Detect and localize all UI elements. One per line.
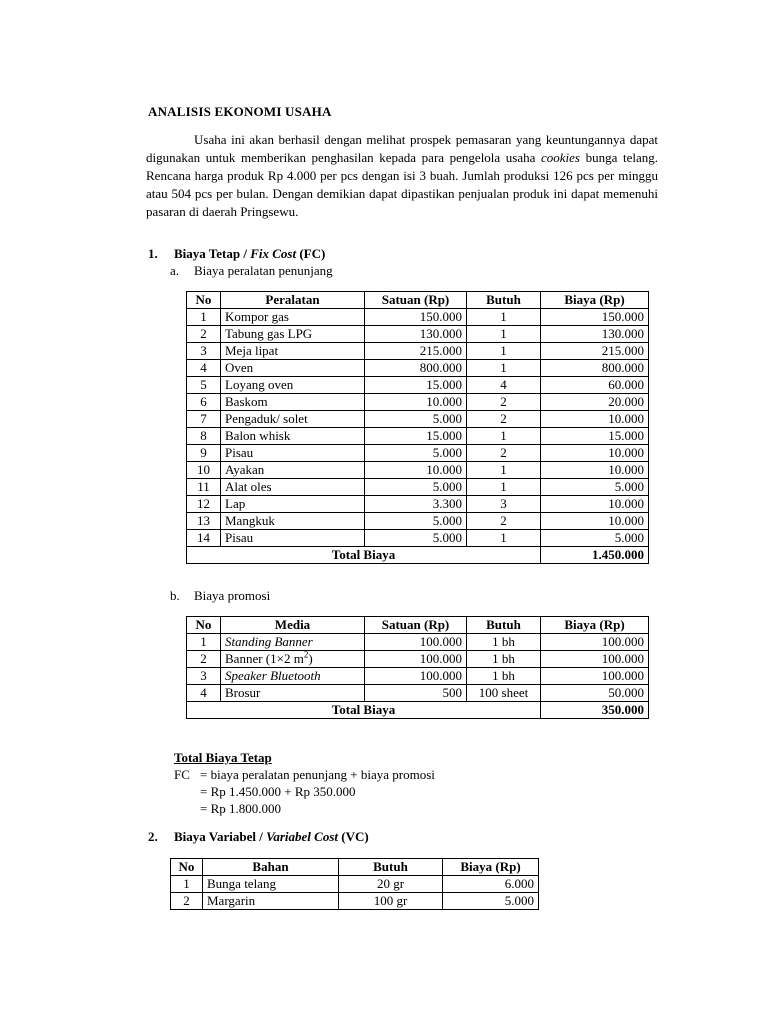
cell-no: 4 [187, 360, 221, 377]
col-header: No [171, 859, 203, 876]
cell-no: 5 [187, 377, 221, 394]
col-header: Peralatan [221, 292, 365, 309]
cell-bahan: Margarin [203, 893, 339, 910]
cell-biaya: 10.000 [541, 462, 649, 479]
cell-no: 2 [187, 326, 221, 343]
total-value: 350.000 [541, 702, 649, 719]
cell-no: 12 [187, 496, 221, 513]
cell-satuan: 215.000 [365, 343, 467, 360]
cell-biaya: 100.000 [541, 651, 649, 668]
cell-satuan: 100.000 [365, 651, 467, 668]
fixed-cost-line-1-text: = biaya peralatan penunjang + biaya promosi [200, 767, 435, 782]
cell-peralatan: Pengaduk/ solet [221, 411, 365, 428]
table-header-row [187, 617, 649, 634]
total-value: 1.450.000 [541, 547, 649, 564]
cell-media-text: Speaker Bluetooth [225, 668, 321, 683]
cell-no: 3 [187, 668, 221, 685]
promotion-table [186, 616, 649, 719]
cell-satuan: 100.000 [365, 668, 467, 685]
cell-media-text: Banner (1×2 m [225, 651, 304, 666]
cell-satuan: 5.000 [365, 530, 467, 547]
table-row [187, 360, 649, 377]
cell-satuan: 10.000 [365, 462, 467, 479]
cell-media-sup: 2 [303, 650, 309, 660]
fixed-cost-line-2: = Rp 1.450.000 + Rp 350.000 [200, 784, 356, 799]
table-row [187, 496, 649, 513]
cell-butuh: 2 [467, 513, 541, 530]
cell-no: 13 [187, 513, 221, 530]
cell-peralatan: Meja lipat [221, 343, 365, 360]
cell-no: 10 [187, 462, 221, 479]
col-header: Media [221, 617, 365, 634]
col-header: Butuh [467, 617, 541, 634]
col-header: Butuh [467, 292, 541, 309]
document-title: ANALISIS EKONOMI USAHA [148, 104, 332, 119]
cell-biaya: 130.000 [541, 326, 649, 343]
section-2-label-em: Variabel Cost [266, 829, 338, 844]
cell-media [221, 634, 365, 651]
col-header: Satuan (Rp) [365, 292, 467, 309]
cell-peralatan: Tabung gas LPG [221, 326, 365, 343]
cell-no: 7 [187, 411, 221, 428]
cell-biaya: 5.000 [541, 530, 649, 547]
cell-media [221, 651, 365, 668]
table-row [187, 377, 649, 394]
cell-butuh: 3 [467, 496, 541, 513]
intro-text-em: cookies [541, 150, 580, 165]
cell-peralatan: Baskom [221, 394, 365, 411]
equipment-table [186, 291, 649, 564]
cell-butuh: 1 [467, 326, 541, 343]
total-label: Total Biaya [187, 547, 541, 564]
cell-butuh: 2 [467, 445, 541, 462]
cell-satuan: 5.000 [365, 445, 467, 462]
cell-satuan: 150.000 [365, 309, 467, 326]
table-row [187, 685, 649, 702]
total-row [187, 702, 649, 719]
cell-biaya: 15.000 [541, 428, 649, 445]
table-row [187, 668, 649, 685]
cell-media: Brosur [221, 685, 365, 702]
cell-biaya: 215.000 [541, 343, 649, 360]
total-label: Total Biaya [187, 702, 541, 719]
cell-media-text: Standing Banner [225, 634, 313, 649]
section-2-number: 2. [148, 829, 158, 844]
table-row [187, 343, 649, 360]
cell-bahan: Bunga telang [203, 876, 339, 893]
intro-paragraph [146, 131, 658, 221]
col-header: No [187, 617, 221, 634]
cell-butuh: 1 bh [467, 634, 541, 651]
table-row [187, 530, 649, 547]
cell-no: 4 [187, 685, 221, 702]
cell-biaya: 5.000 [541, 479, 649, 496]
cell-no: 3 [187, 343, 221, 360]
table-row [187, 411, 649, 428]
cell-butuh: 1 bh [467, 668, 541, 685]
table-row [187, 462, 649, 479]
cell-biaya: 800.000 [541, 360, 649, 377]
table-row [187, 394, 649, 411]
sub-a-letter: a. [170, 263, 180, 278]
cell-butuh: 2 [467, 394, 541, 411]
cell-biaya: 10.000 [541, 411, 649, 428]
cell-no: 1 [187, 309, 221, 326]
fixed-cost-line-1 [174, 766, 435, 783]
cell-peralatan: Pisau [221, 445, 365, 462]
cell-butuh: 100 gr [339, 893, 443, 910]
col-header: Butuh [339, 859, 443, 876]
table-row [187, 634, 649, 651]
sub-a-heading [170, 263, 333, 279]
cell-biaya: 150.000 [541, 309, 649, 326]
cell-no: 8 [187, 428, 221, 445]
table-row [171, 893, 539, 910]
cell-satuan: 5.000 [365, 479, 467, 496]
cell-butuh: 1 [467, 479, 541, 496]
table-row [171, 876, 539, 893]
cell-satuan: 5.000 [365, 513, 467, 530]
cell-butuh: 1 bh [467, 651, 541, 668]
cell-satuan: 5.000 [365, 411, 467, 428]
col-header: Biaya (Rp) [541, 292, 649, 309]
cell-butuh: 1 [467, 360, 541, 377]
section-2-label-suffix: (VC) [337, 829, 369, 844]
cell-biaya: 10.000 [541, 496, 649, 513]
section-1-label: Biaya Tetap / [174, 246, 251, 261]
cell-peralatan: Lap [221, 496, 365, 513]
cell-no: 2 [171, 893, 203, 910]
sub-a-label: Biaya peralatan penunjang [194, 263, 333, 278]
table-row [187, 326, 649, 343]
col-header: Biaya (Rp) [443, 859, 539, 876]
cell-butuh: 4 [467, 377, 541, 394]
sub-b-heading [170, 588, 270, 604]
table-row [187, 445, 649, 462]
cell-butuh: 1 [467, 462, 541, 479]
cell-no: 11 [187, 479, 221, 496]
fixed-cost-summary [174, 749, 435, 817]
cell-media-close: ) [308, 651, 313, 666]
cell-butuh: 1 [467, 428, 541, 445]
cell-biaya: 100.000 [541, 668, 649, 685]
cell-satuan: 10.000 [365, 394, 467, 411]
cell-butuh: 1 [467, 530, 541, 547]
table-row [187, 513, 649, 530]
variable-cost-table [170, 858, 539, 910]
section-1-number: 1. [148, 246, 158, 261]
cell-satuan: 500 [365, 685, 467, 702]
col-header: Biaya (Rp) [541, 617, 649, 634]
section-1-label-suffix: (FC) [296, 246, 326, 261]
table-row [187, 428, 649, 445]
cell-peralatan: Loyang oven [221, 377, 365, 394]
table-row [187, 309, 649, 326]
cell-peralatan: Ayakan [221, 462, 365, 479]
sub-b-letter: b. [170, 588, 180, 603]
cell-no: 9 [187, 445, 221, 462]
cell-butuh: 2 [467, 411, 541, 428]
section-1-heading [148, 246, 325, 262]
table-header-row [187, 292, 649, 309]
total-row [187, 547, 649, 564]
fixed-cost-line-3: = Rp 1.800.000 [200, 801, 282, 816]
cell-biaya: 50.000 [541, 685, 649, 702]
cell-peralatan: Kompor gas [221, 309, 365, 326]
cell-no: 2 [187, 651, 221, 668]
cell-peralatan: Mangkuk [221, 513, 365, 530]
cell-biaya: 10.000 [541, 513, 649, 530]
fixed-cost-title: Total Biaya Tetap [174, 750, 272, 765]
col-header: No [187, 292, 221, 309]
cell-satuan: 800.000 [365, 360, 467, 377]
intro-text-1: Usaha ini akan berhasil dengan melihat prospek pemasaran yang keuntungannya dapat digunakan untuk memberikan penghasilan kepada para pengelola usaha [146, 132, 658, 165]
cell-butuh: 100 sheet [467, 685, 541, 702]
cell-peralatan: Oven [221, 360, 365, 377]
cell-satuan: 15.000 [365, 377, 467, 394]
cell-peralatan: Pisau [221, 530, 365, 547]
col-header: Bahan [203, 859, 339, 876]
cell-no: 1 [171, 876, 203, 893]
cell-peralatan: Balon whisk [221, 428, 365, 445]
sub-b-label: Biaya promosi [194, 588, 271, 603]
cell-satuan: 100.000 [365, 634, 467, 651]
cell-peralatan: Alat oles [221, 479, 365, 496]
cell-media [221, 668, 365, 685]
fixed-cost-label: FC [174, 767, 190, 782]
cell-no: 14 [187, 530, 221, 547]
cell-butuh: 20 gr [339, 876, 443, 893]
col-header: Satuan (Rp) [365, 617, 467, 634]
cell-satuan: 3.300 [365, 496, 467, 513]
cell-satuan: 15.000 [365, 428, 467, 445]
table-row [187, 479, 649, 496]
cell-biaya: 10.000 [541, 445, 649, 462]
table-row [187, 651, 649, 668]
table-header-row [171, 859, 539, 876]
cell-no: 6 [187, 394, 221, 411]
intro-text-2: bunga telang. Rencana harga produk Rp 4.000 per pcs dengan isi 3 buah. Jumlah produksi 126 pcs per minggu atau 504 pcs per bulan. Dengan demikian dapat dipastikan penjualan produk ini dapat memenuhi pasaran di daerah Pringsewu. [146, 150, 658, 219]
cell-no: 1 [187, 634, 221, 651]
cell-biaya: 20.000 [541, 394, 649, 411]
cell-satuan: 130.000 [365, 326, 467, 343]
section-2-heading [148, 829, 369, 845]
cell-butuh: 1 [467, 309, 541, 326]
cell-biaya: 5.000 [443, 893, 539, 910]
cell-biaya: 60.000 [541, 377, 649, 394]
cell-biaya: 6.000 [443, 876, 539, 893]
section-1-label-em: Fix Cost [250, 246, 297, 261]
section-2-label: Biaya Variabel / [174, 829, 267, 844]
cell-butuh: 1 [467, 343, 541, 360]
cell-biaya: 100.000 [541, 634, 649, 651]
